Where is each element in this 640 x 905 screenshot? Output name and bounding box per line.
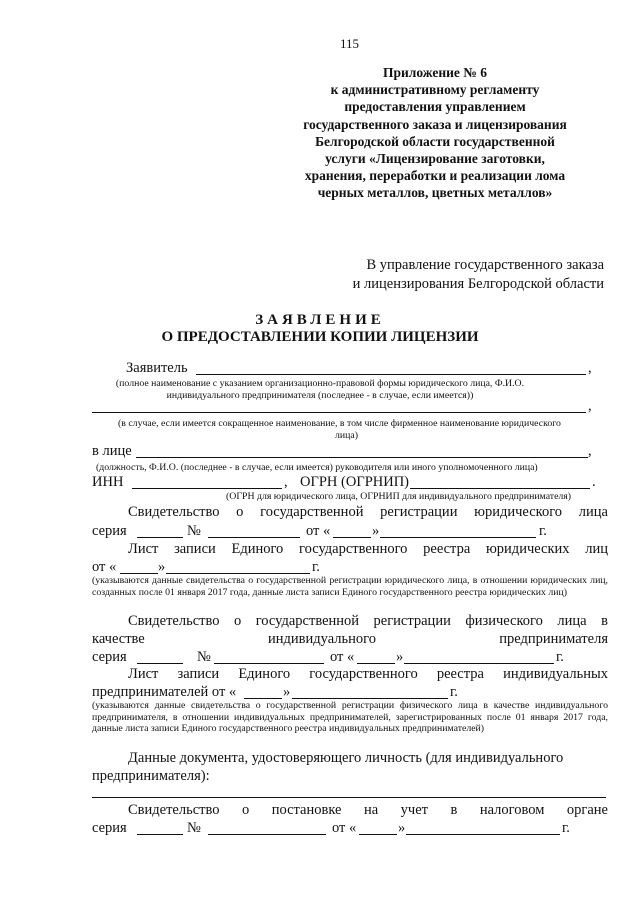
ip-sheet-note: (указываются данные свидетельства о государственной регистрации физического лица в качестве индивидуального предпринимателя, в отношении индивидуальных предпринимателей, зарегистрированных после 01 января 2017 года, данные листа записи Единого государственного реестра индивидуальных предпринимателей) (92, 700, 608, 734)
applicant-note: индивидуального предпринимателя (последнее - в случае, если имеется)) (166, 390, 474, 401)
legal-sheet-note: (указываются данные свидетельства о государственной регистрации юридического лица, в отношении юридических лиц, созданных после 01 января 2017 года, данные листа записи Единого государственного реестра юридических лиц) (92, 575, 608, 598)
addressee (353, 256, 604, 294)
applicant-field[interactable] (196, 374, 586, 375)
ip-series-field[interactable] (137, 663, 183, 664)
close-quote: » (283, 684, 291, 700)
close-quote: » (372, 523, 380, 539)
ip-sheet-line: Лист записи Единого государственного реестра индивидуальных (128, 666, 608, 682)
page-number: 115 (340, 36, 360, 51)
date-from-label: от « (306, 523, 331, 539)
number-label: № (197, 649, 211, 665)
appendix-line: к административному регламенту (330, 82, 540, 98)
comma: , (588, 443, 592, 459)
period: . (592, 474, 596, 490)
comma: , (588, 360, 592, 376)
series-label: серия (92, 649, 127, 665)
short-name-note: лица) (335, 430, 358, 441)
tax-number-field[interactable] (208, 834, 326, 835)
ip-sheet-from-label: предпринимателей от « (92, 684, 237, 700)
ip-date-month-year-field[interactable] (404, 663, 554, 664)
year-suffix: г. (562, 820, 570, 836)
appendix-line: Приложение № 6 (383, 65, 487, 80)
close-quote: » (398, 820, 406, 836)
person-label: в лице (92, 443, 132, 459)
series-label: серия (92, 523, 127, 539)
legal-date-day-field[interactable] (333, 537, 371, 538)
legal-number-field[interactable] (208, 537, 300, 538)
document-title: ЗАЯВЛЕНИЕ (255, 312, 385, 328)
applicant-note: (полное наименование с указанием организационно-правовой формы юридического лица, Ф.И.О. (115, 378, 525, 389)
appendix-line: услуги «Лицензирование заготовки, (325, 151, 545, 167)
ip-as-line: качестве индивидуального предпринимателя (92, 631, 608, 647)
inn-field[interactable] (132, 488, 282, 489)
ogrn-note: (ОГРН для юридического лица, ОГРНИП для индивидуального предпринимателя) (226, 491, 572, 502)
person-note: (должность, Ф.И.О. (последнее - в случае, если имеется) руководителя или иного уполномоченного лица) (96, 462, 538, 473)
identity-field[interactable] (92, 797, 606, 798)
short-name-note: (в случае, если имеется сокращенное наименование, в том числе фирменное наименование юридического (118, 418, 561, 429)
ogrn-field[interactable] (410, 488, 590, 489)
year-suffix: г. (539, 523, 547, 539)
number-label: № (187, 820, 201, 836)
date-from-label: от « (330, 649, 355, 665)
person-field[interactable] (136, 457, 588, 458)
close-quote: » (158, 559, 166, 575)
inn-label: ИНН (92, 474, 124, 490)
identity-line: предпринимателя): (92, 768, 210, 784)
addressee-line: и лицензирования Белгородской области (352, 276, 604, 292)
appendix-line: черных металлов, цветных металлов» (317, 185, 553, 201)
tax-series-field[interactable] (137, 834, 183, 835)
number-label: № (187, 523, 201, 539)
appendix-line: предоставления управлением (344, 99, 526, 115)
year-suffix: г. (312, 559, 320, 575)
appendix-line: Белгородской области государственной (315, 133, 555, 149)
date-from-label: от « (332, 820, 357, 836)
appendix-line: государственного заказа и лицензирования (303, 116, 567, 132)
comma: , (588, 398, 592, 414)
legal-cert-line: Свидетельство о государственной регистрации юридического лица (128, 504, 608, 520)
ip-sheet-day-field[interactable] (244, 698, 282, 699)
ip-number-field[interactable] (214, 663, 324, 664)
close-quote: » (396, 649, 404, 665)
legal-sheet-month-year-field[interactable] (166, 573, 310, 574)
legal-date-month-year-field[interactable] (380, 537, 536, 538)
tax-date-month-year-field[interactable] (406, 834, 560, 835)
short-name-field[interactable] (92, 412, 586, 413)
tax-cert-line: Свидетельство о постановке на учет в налоговом органе (128, 802, 608, 818)
ogrn-label: ОГРН (ОГРНИП) (300, 474, 410, 490)
series-label: серия (92, 820, 127, 836)
ip-sheet-month-year-field[interactable] (292, 698, 448, 699)
document-subtitle: О ПРЕДОСТАВЛЕНИИ КОПИИ ЛИЦЕНЗИИ (161, 329, 479, 345)
appendix-header (270, 64, 600, 202)
applicant-label: Заявитель (126, 360, 188, 376)
tax-date-day-field[interactable] (359, 834, 397, 835)
comma: , (284, 474, 288, 490)
year-suffix: г. (450, 684, 458, 700)
year-suffix: г. (556, 649, 564, 665)
legal-series-field[interactable] (137, 537, 183, 538)
legal-sheet-line: Лист записи Единого государственного реестра юридических лиц (128, 541, 608, 557)
identity-line: Данные документа, удостоверяющего личность (для индивидуального (128, 750, 564, 766)
addressee-line: В управление государственного заказа (366, 257, 604, 273)
date-from-label: от « (92, 559, 117, 575)
ip-date-day-field[interactable] (357, 663, 395, 664)
appendix-line: хранения, переработки и реализации лома (304, 168, 566, 184)
legal-sheet-day-field[interactable] (120, 573, 158, 574)
ip-cert-line: Свидетельство о государственной регистрации физического лица в (128, 613, 608, 629)
